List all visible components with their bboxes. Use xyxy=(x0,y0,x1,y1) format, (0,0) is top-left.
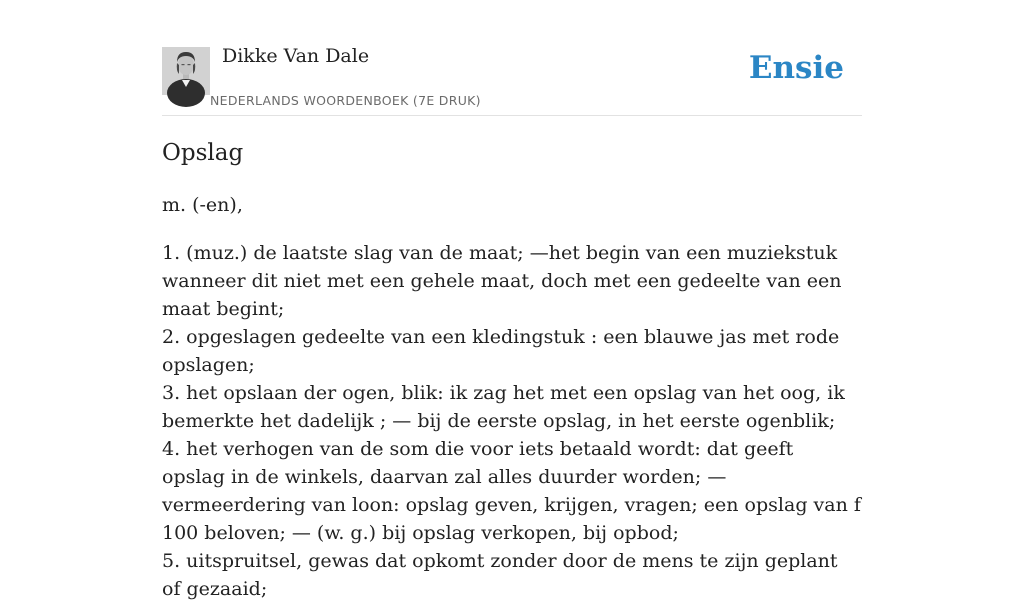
definition-item: 1. (muz.) de laatste slag van de maat; —het begin van een muziekstuk wanneer dit niet met een gehele maat, doch met een gedeelte van een maat begint; xyxy=(162,242,842,320)
author-avatar[interactable] xyxy=(162,47,210,95)
entry-title: Opslag xyxy=(162,140,244,166)
page-header xyxy=(162,0,862,116)
definition-item: 4. het verhogen van de som die voor iets betaald wordt: dat geeft opslag in de winkels, daarvan zal alles duurder worden; — vermeerdering van loon: opslag geven, krijgen, vragen; een opslag van f 100 beloven; — (w. g.) bij opslag verkopen, bij opbod; xyxy=(162,438,861,544)
portrait-photo-icon xyxy=(162,47,210,95)
entry-grammar: m. (-en), xyxy=(162,194,243,216)
definition-item: 2. opgeslagen gedeelte van een kledingstuk : een blauwe jas met rode opslagen; xyxy=(162,326,840,376)
author-name[interactable]: Dikke Van Dale xyxy=(222,45,370,67)
definition-item: 3. het opslaan der ogen, blik: ik zag het met een opslag van het oog, ik bemerkte het dadelijk ; — bij de eerste opslag, in het eerste ogenblik; xyxy=(162,382,845,432)
definition-item: 5. uitspruitsel, gewas dat opkomt zonder door de mens te zijn geplant of gezaaid; xyxy=(162,550,838,600)
source-label: NEDERLANDS WOORDENBOEK (7E DRUK) xyxy=(210,93,481,108)
dictionary-page xyxy=(162,0,862,600)
entry-definitions xyxy=(162,239,862,603)
ensie-logo-link[interactable]: Ensie xyxy=(748,50,844,86)
